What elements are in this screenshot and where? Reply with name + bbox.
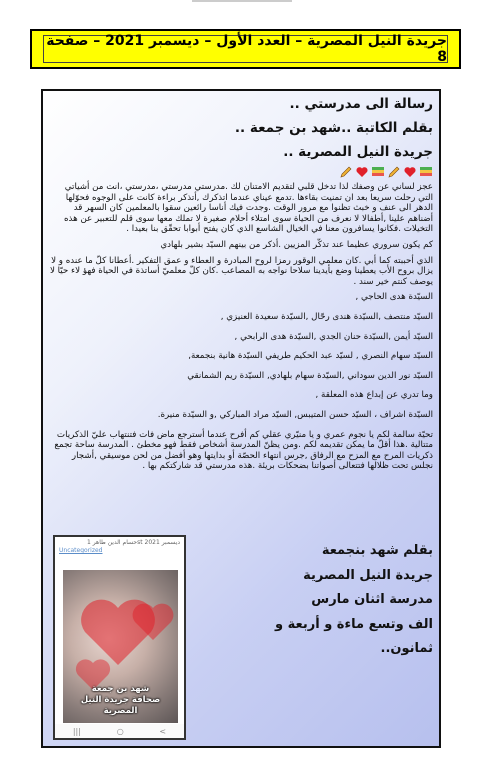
paper-line: جريدة النيل المصرية ..: [283, 144, 433, 160]
signature-author: بقلم شهد بنجمعة: [321, 543, 433, 558]
article-heading: رسالة الى مدرستي ..: [289, 96, 433, 112]
back-icon[interactable]: <: [159, 726, 167, 736]
phone-nav-bar: [55, 724, 184, 738]
home-icon[interactable]: ○: [116, 726, 124, 736]
signature-paper: جريدة النيل المصرية: [303, 567, 433, 583]
signature-school: مدرسة اثنان مارس: [311, 592, 433, 607]
page-header: [30, 29, 461, 69]
caption-name: شهد بن جمعة: [91, 684, 150, 694]
teacher-names: السيّد سهام النصري , لسيّد عبد الحكيم طريفي السيّدة هانية بنجمعة,: [188, 351, 433, 362]
author-photo: [63, 570, 178, 723]
teacher-names: السيّد منتصف ,السيّدة هندى رحّال ,السيّدة سعيدة العنيزي ,: [220, 311, 433, 322]
caption-paper: صحافة جريدة النيل المصرية: [80, 695, 161, 716]
header-title: جريدة النيل المصرية – العدد الأول – ديسمبر 2021 – صفحة 8: [43, 35, 448, 63]
teacher-names: السيّدة هدى الحاجي ,: [355, 292, 433, 303]
teacher-names: السيّد نور الدين سوداني ,السيّدة سهام بلهادي, السيّدة ريم الشمانقي: [187, 370, 433, 381]
post-meta: حسام الدين طاهر 1st ديسمبر 2021: [87, 539, 180, 546]
book-icon: [371, 165, 385, 179]
phone-screenshot: [53, 535, 186, 740]
heart-icon: [355, 165, 369, 179]
signature-year: الف وتسع ماءة و أربعة و ثمانون..: [275, 616, 433, 656]
sticker-row: [49, 165, 433, 179]
photo-caption: [63, 684, 178, 717]
paragraph: الذي أحببته كما أبي .كان معلمي الوقور رمزا لروح المبادرة و العطاء و عمق التفكير .أعطانا كلّ ما عنده و لا يزال بروح الأب يعطينا وضع بأيدينا سلاحا نواجه به المصاعب .كان كلّ معلميّ أساتذة في الحياة فهؤ لاء حيّا لا يوصف كنتم خير سند .: [49, 255, 433, 287]
heart-icon: [403, 165, 417, 179]
paragraph: عجز لساني عن وصفك لذا تدخل قلبي لتقديم الامتنان لك .مدرستي مدرستي ،مدرستي ،انت من أشياتي التي رحلت سريعا بعد ان تمنيت بقاءها .تدمع عيناي عندما اتذكرك ,أتذكر براءة كانت على الوجوه فحوّلها الدهر الى عنف و خبث تظنوا مع مرور الوقت .وجدت فيك أناسا رائعين سقوا بالمعلمين كان السهر قد أضناهم علينا ,أطفالا لا نعرف من الحياة سوى امتلاء أحلام صغيرة لا تملك معها سوى قلم للتعبير عن هذه التخيلات .فكانوا يسافرون معنا في الخيال الشاسع الذي كان يفتح أبوابا تحقّق بنا بعيدا .: [63, 182, 433, 235]
signature-block: [233, 539, 433, 662]
recent-apps-icon[interactable]: |||: [72, 726, 81, 736]
pencil-icon: [339, 165, 353, 179]
top-divider: [192, 0, 292, 2]
teacher-names: وما تدري عن إبداع هذه المعلقة ,: [315, 390, 433, 401]
pencil-icon: [387, 165, 401, 179]
book-icon: [419, 165, 433, 179]
teacher-names: السيّد أيمن ,السيّدة حنان الجدي ,السيّدة هدى الرابحي ,: [234, 331, 433, 342]
post-category[interactable]: Uncategorized: [59, 547, 103, 554]
teacher-names: السيّدة اشراف ، السيّد حسن المتيبس, السيّد مراد المباركي ,و السيّدة منيرة.: [157, 409, 433, 420]
paragraph: كم يكون سروري عظيما عند تذكّر المزيين .أذكر من بينهم السيّد بشير بلهادي: [160, 239, 433, 250]
author-line: بقلم الكاتبة ..شهد بن جمعة ..: [234, 120, 433, 136]
closing-paragraph: تحيّة سالمة لكم يا نجوم عمري و يا منيّري عقلي كم أفرح عندما أسترجع ماض فات فتنتهاب عليّ الذكريات متتالية .هذا أقلّ ما يمكن تقديمه لكم .ومن يظنّ المدرسة أشخاص فقط فهو مخطئ . المدرسة ساحة تجمع ذكريات المرح مع المزح مع الرفاق ,جرس انتهاء الحصّة أو بدايتها وهو أفضل من لحن موسيقي ,أشجار نجلس تحت ظلالها فتتعالى أصواتنا بضحكات بريئة .هذه مدرستي قد شاركتكم بها .: [54, 429, 433, 472]
article-body: [49, 92, 433, 477]
